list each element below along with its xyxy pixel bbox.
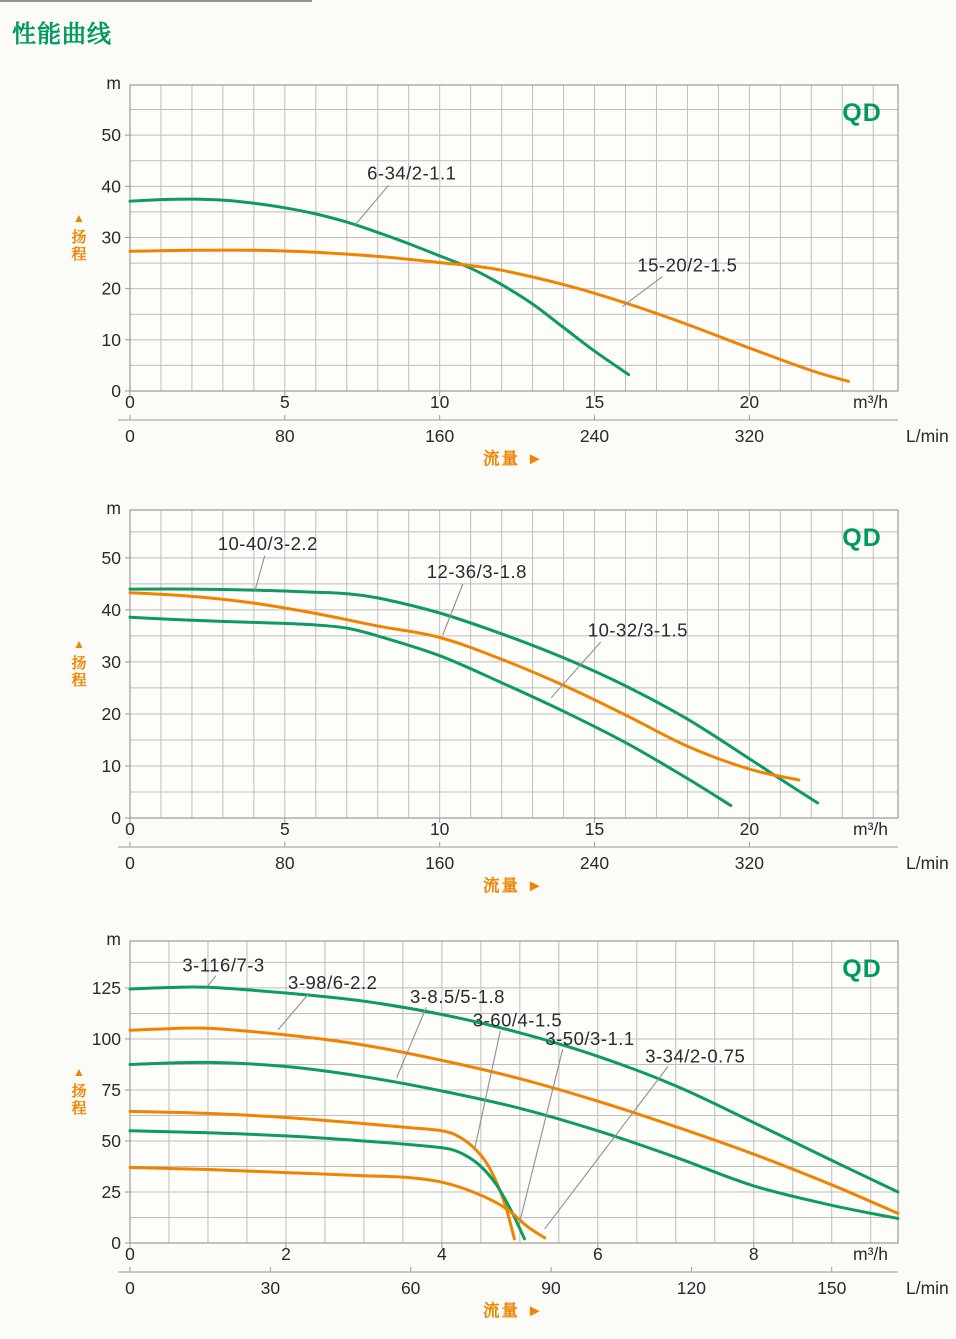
x2-axis-unit: L/min (906, 426, 949, 446)
head-axis-label (71, 637, 86, 689)
chart-qd-2 (71, 498, 948, 895)
x2-tick-label: 320 (734, 853, 764, 873)
x2-tick-label: 160 (425, 426, 455, 446)
y-tick-label: 30 (101, 227, 121, 248)
x-tick-label: 10 (429, 392, 450, 412)
x-tick-label: 15 (584, 819, 605, 839)
x-tick-label: 5 (279, 392, 290, 412)
head-axis-label (71, 1065, 86, 1117)
x-axis-unit: m³/h (853, 392, 888, 412)
x2-tick-label: 160 (425, 853, 455, 873)
x-tick-label: 0 (125, 392, 135, 412)
x2-axis-unit: L/min (906, 1278, 949, 1298)
y-tick-label: 0 (111, 381, 121, 401)
x2-tick-label: 0 (125, 1278, 135, 1298)
y-axis-unit: m (106, 498, 121, 518)
head-label-char-1: 扬 (71, 229, 87, 246)
x-tick-label: 2 (281, 1244, 291, 1264)
y-tick-label: 50 (101, 547, 121, 568)
x-tick-label: 4 (437, 1244, 447, 1264)
y-tick-label: 50 (101, 125, 121, 146)
chart-qd-3 (71, 929, 948, 1320)
x-tick-label: 10 (429, 819, 450, 839)
up-arrow-icon: ▲ (73, 637, 85, 651)
series-label-3-50/3-1.1: 3-50/3-1.1 (545, 1027, 635, 1049)
x2-tick-label: 0 (125, 426, 135, 446)
x2-tick-label: 80 (275, 853, 295, 873)
up-arrow-icon: ▲ (73, 1065, 85, 1079)
x2-tick-label: 0 (125, 853, 135, 873)
plot-area (130, 941, 898, 1243)
y-tick-label: 125 (91, 977, 121, 998)
x-tick-label: 20 (739, 819, 760, 839)
series-label-10-32/3-1.5: 10-32/3-1.5 (587, 619, 688, 641)
head-label-char-1: 扬 (71, 1083, 87, 1100)
series-label-3-34/2-0.75: 3-34/2-0.75 (645, 1045, 746, 1067)
series-badge-qd: QD (842, 524, 882, 552)
y-tick-label: 25 (101, 1181, 121, 1202)
x-axis-unit: m³/h (853, 1244, 888, 1264)
y-tick-label: 75 (101, 1079, 121, 1100)
series-label-6-34/2-1.1: 6-34/2-1.1 (367, 162, 457, 184)
x-tick-label: 6 (592, 1244, 603, 1264)
flow-axis-label: 流量 ► (483, 877, 545, 895)
plot-area (130, 85, 898, 391)
page-title: 性能曲线 (12, 21, 112, 48)
up-arrow-icon: ▲ (73, 211, 85, 225)
y-tick-label: 50 (101, 1130, 121, 1151)
series-label-3-116/7-3: 3-116/7-3 (182, 954, 265, 976)
y-tick-label: 100 (91, 1028, 121, 1049)
series-label-10-40/3-2.2: 10-40/3-2.2 (217, 532, 318, 554)
series-badge-qd: QD (842, 955, 882, 983)
series-label-3-98/6-2.2: 3-98/6-2.2 (288, 971, 378, 993)
series-badge-qd: QD (842, 99, 882, 127)
y-tick-label: 0 (111, 808, 121, 828)
y-axis-unit: m (106, 73, 121, 93)
head-axis-label (71, 211, 86, 263)
x-tick-label: 20 (739, 392, 760, 412)
chart-qd-1 (71, 73, 948, 468)
x-tick-label: 0 (125, 819, 135, 839)
flow-axis-label: 流量 ► (483, 1302, 545, 1320)
head-label-char-2: 程 (71, 246, 87, 263)
x2-tick-label: 30 (260, 1278, 281, 1298)
x2-tick-label: 60 (400, 1278, 421, 1298)
series-label-3-60/4-1.5: 3-60/4-1.5 (472, 1009, 563, 1031)
x-tick-label: 5 (279, 819, 290, 839)
x2-tick-label: 120 (676, 1278, 706, 1298)
x2-tick-label: 240 (579, 426, 610, 446)
y-tick-label: 20 (101, 278, 121, 299)
series-label-12-36/3-1.8: 12-36/3-1.8 (426, 560, 527, 582)
x2-tick-label: 150 (817, 1278, 847, 1298)
x2-tick-label: 240 (579, 853, 610, 873)
series-label-15-20/2-1.5: 15-20/2-1.5 (637, 254, 738, 276)
y-tick-label: 10 (101, 755, 121, 776)
x2-tick-label: 80 (275, 426, 295, 446)
y-tick-label: 0 (111, 1233, 121, 1253)
y-tick-label: 20 (101, 703, 121, 724)
x2-tick-label: 90 (541, 1278, 561, 1298)
x-tick-label: 15 (584, 392, 605, 412)
y-tick-label: 30 (101, 651, 121, 672)
y-tick-label: 40 (101, 599, 121, 620)
x-axis-unit: m³/h (853, 819, 888, 839)
head-label-char-2: 程 (71, 1100, 87, 1117)
x2-tick-label: 320 (734, 426, 764, 446)
series-label-3-8.5/5-1.8: 3-8.5/5-1.8 (409, 986, 505, 1008)
y-tick-label: 40 (101, 176, 121, 197)
x-tick-label: 8 (748, 1244, 759, 1264)
x-tick-label: 0 (125, 1244, 135, 1264)
flow-axis-label: 流量 ► (483, 450, 545, 468)
head-label-char-1: 扬 (71, 655, 87, 672)
y-tick-label: 10 (101, 329, 121, 350)
x2-axis-unit: L/min (906, 853, 949, 873)
y-axis-unit: m (106, 929, 121, 949)
head-label-char-2: 程 (71, 672, 87, 689)
